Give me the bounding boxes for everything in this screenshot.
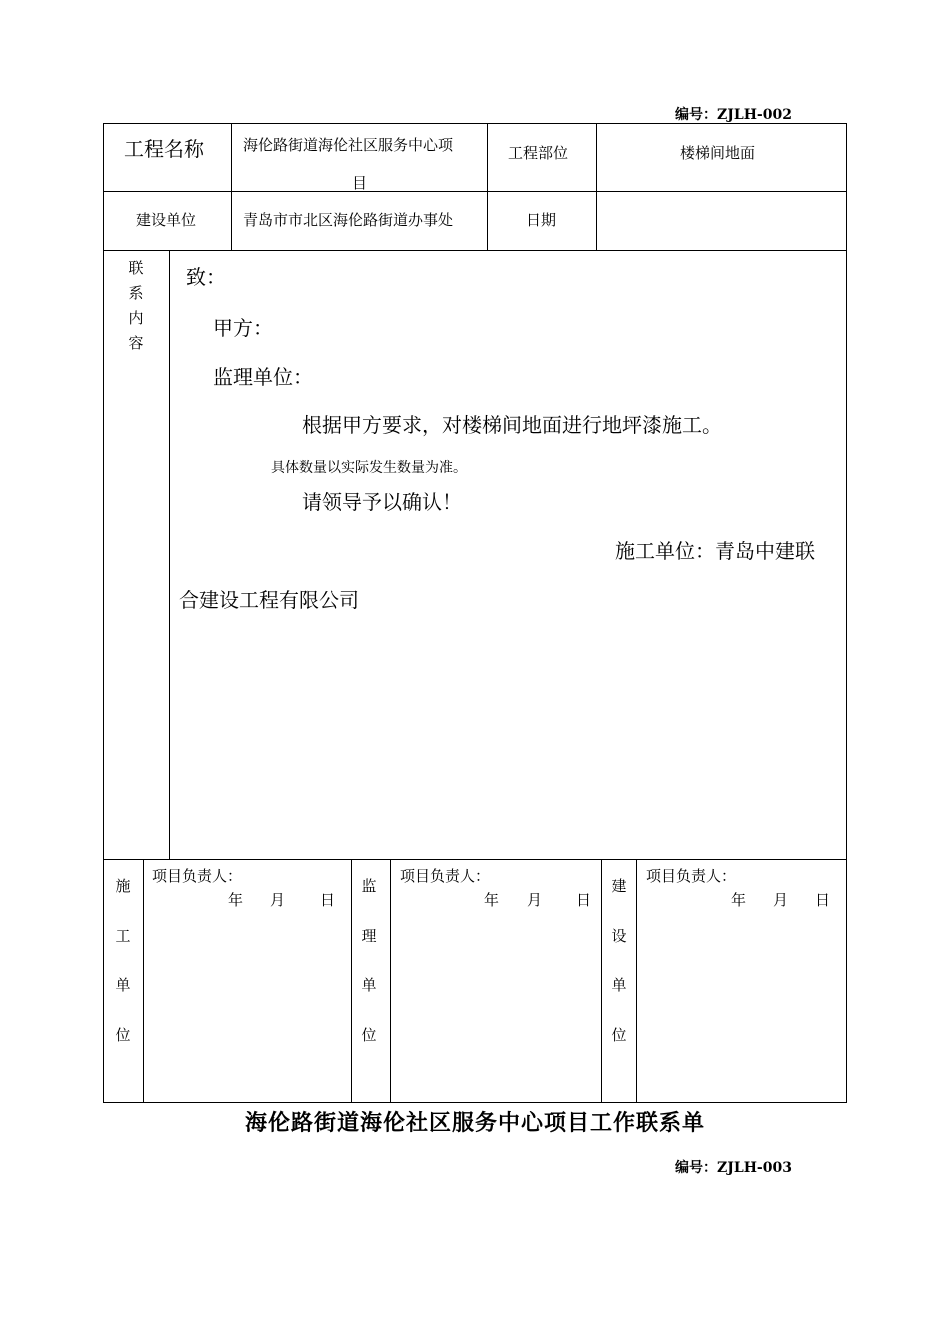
to-label: 致： — [186, 265, 226, 289]
construction-side-label: 施 工 单 位 — [115, 877, 131, 1044]
project-name-value-line2: 目 — [352, 174, 368, 192]
table-rule — [636, 859, 637, 1103]
supervision-side-label: 监 理 单 位 — [361, 877, 377, 1044]
owner-responsible-label: 项目负责人： — [646, 867, 737, 885]
supervisor-label: 监理单位： — [213, 365, 313, 389]
table-rule — [103, 250, 847, 251]
doc-number-value: ZJLH-002 — [717, 107, 792, 123]
content-side-label: 联 系 内 容 — [128, 259, 144, 352]
table-rule — [103, 191, 847, 192]
table-rule — [351, 859, 352, 1103]
construction-day: 日 — [320, 891, 336, 909]
table-rule — [390, 859, 391, 1103]
confirm-text: 请领导予以确认！ — [302, 490, 462, 514]
table-border-bottom — [103, 1102, 847, 1103]
construction-year: 年 — [228, 891, 244, 909]
table-rule — [143, 859, 144, 1103]
body-text: 根据甲方要求，对楼梯间地面进行地坪漆施工。 — [302, 413, 722, 437]
supervision-year: 年 — [484, 891, 500, 909]
owner-year: 年 — [731, 891, 747, 909]
owner-side-label: 建 设 单 位 — [611, 877, 627, 1044]
construction-responsible-label: 项目负责人： — [152, 867, 243, 885]
doc-number-label: 编号： — [675, 107, 717, 123]
owner-month: 月 — [773, 891, 789, 909]
next-doc-number — [675, 1157, 792, 1177]
table-rule — [231, 123, 232, 251]
note-text: 具体数量以实际发生数量为准。 — [271, 460, 467, 476]
date-label: 日期 — [526, 211, 557, 229]
supervision-responsible-label: 项目负责人： — [400, 867, 491, 885]
supervision-day: 日 — [576, 891, 592, 909]
table-border-top — [103, 123, 847, 124]
table-rule — [103, 859, 847, 860]
contractor-line2: 合建设工程有限公司 — [179, 588, 359, 612]
next-form-title: 海伦路街道海伦社区服务中心项目工作联系单 — [244, 1110, 705, 1136]
next-doc-number-label: 编号： — [675, 1160, 717, 1176]
project-name-label: 工程名称 — [124, 137, 204, 161]
project-name-value-line1: 海伦路街道海伦社区服务中心项 — [243, 136, 454, 154]
owner-value: 青岛市市北区海伦路街道办事处 — [243, 211, 454, 229]
doc-number — [675, 104, 792, 124]
table-rule — [487, 123, 488, 251]
owner-label: 建设单位 — [136, 211, 197, 229]
table-border-right — [846, 123, 847, 1103]
next-doc-number-value: ZJLH-003 — [717, 1160, 792, 1176]
part-label: 工程部位 — [508, 144, 569, 162]
construction-month: 月 — [270, 891, 286, 909]
table-border-left — [103, 123, 104, 1103]
table-rule — [169, 250, 170, 860]
table-rule — [601, 859, 602, 1103]
contractor-line1: 施工单位：青岛中建联 — [615, 539, 815, 563]
supervision-month: 月 — [527, 891, 543, 909]
owner-day: 日 — [815, 891, 831, 909]
table-rule — [596, 123, 597, 251]
party-a-label: 甲方： — [213, 316, 273, 340]
part-value: 楼梯间地面 — [680, 144, 756, 162]
